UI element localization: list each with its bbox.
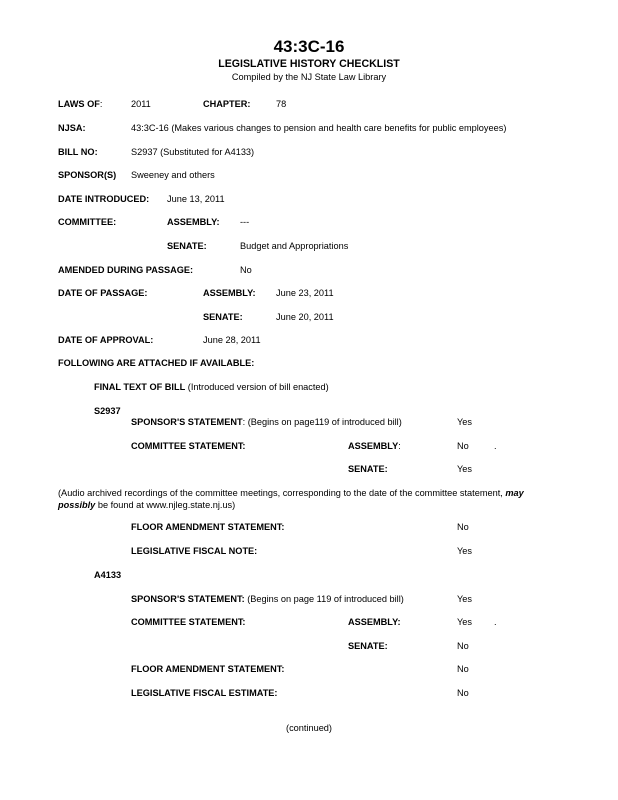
bill-no-value: S2937 (Substituted for A4133) xyxy=(131,147,255,157)
audio-archive-note: (Audio archived recordings of the committee meetings, corresponding to the date of the committee statement, may possibly be found at www.njleg.state.nj.us) xyxy=(58,488,524,510)
date-of-passage-label: DATE OF PASSAGE: xyxy=(58,288,148,298)
passage-senate-label: SENATE: xyxy=(203,312,243,322)
a4133-fiscal-label: LEGISLATIVE FISCAL ESTIMATE: xyxy=(131,688,278,698)
committee-assembly-value: --- xyxy=(240,217,250,227)
attachments-heading: FOLLOWING ARE ATTACHED IF AVAILABLE: xyxy=(58,358,255,368)
a4133-committee-label: COMMITTEE STATEMENT: xyxy=(131,617,246,627)
compiled-by: Compiled by the NJ State Law Library xyxy=(231,72,387,82)
amended-label: AMENDED DURING PASSAGE: xyxy=(58,265,194,275)
committee-senate-label: SENATE: xyxy=(167,241,207,251)
passage-assembly-value: June 23, 2011 xyxy=(276,288,334,298)
laws-of-value: 2011 xyxy=(131,99,151,109)
a4133-senate-label: SENATE: xyxy=(348,641,388,651)
s2937-fiscal-label: LEGISLATIVE FISCAL NOTE: xyxy=(131,546,258,556)
sponsors-value: Sweeney and others xyxy=(131,170,215,180)
amended-value: No xyxy=(240,265,252,275)
date-of-approval-label: DATE OF APPROVAL: xyxy=(58,335,154,345)
final-text-line: FINAL TEXT OF BILL (Introduced version of bill enacted) xyxy=(94,382,329,392)
committee-senate-value: Budget and Appropriations xyxy=(240,241,349,251)
s2937-sponsor-value: Yes xyxy=(457,417,472,427)
laws-of-label: LAWS OF: xyxy=(58,99,103,109)
page-title: 43:3C-16 xyxy=(273,37,345,56)
s2937-senate-value: Yes xyxy=(457,464,472,474)
a4133-floor-value: No xyxy=(457,664,469,674)
date-introduced-label: DATE INTRODUCED: xyxy=(58,194,150,204)
a4133-assembly-value: Yes xyxy=(457,617,472,627)
chapter-label: CHAPTER: xyxy=(203,99,251,109)
a4133-assembly-label: ASSEMBLY: xyxy=(348,617,401,627)
page-subtitle: LEGISLATIVE HISTORY CHECKLIST xyxy=(218,58,400,70)
a4133-floor-label: FLOOR AMENDMENT STATEMENT: xyxy=(131,664,285,674)
s2937-assembly-label: ASSEMBLY: xyxy=(348,441,401,451)
a4133-fiscal-value: No xyxy=(457,688,469,698)
date-introduced-value: June 13, 2011 xyxy=(167,194,225,204)
continued-footer: (continued) xyxy=(286,723,332,733)
a4133-sponsor-statement: SPONSOR'S STATEMENT: (Begins on page 119 of introduced bill) xyxy=(131,594,404,604)
s2937-floor-label: FLOOR AMENDMENT STATEMENT: xyxy=(131,522,285,532)
s2937-senate-label: SENATE: xyxy=(348,464,388,474)
committee-label: COMMITTEE: xyxy=(58,217,117,227)
chapter-value: 78 xyxy=(276,99,287,109)
passage-senate-value: June 20, 2011 xyxy=(276,312,334,322)
a4133-sponsor-value: Yes xyxy=(457,594,472,604)
sponsors-label: SPONSOR(S) xyxy=(58,170,117,180)
s2937-floor-value: No xyxy=(457,522,469,532)
a4133-heading: A4133 xyxy=(94,570,122,580)
s2937-assembly-value: No xyxy=(457,441,469,451)
a4133-senate-value: No xyxy=(457,641,469,651)
s2937-committee-label: COMMITTEE STATEMENT: xyxy=(131,441,246,451)
a4133-assembly-dot: . xyxy=(494,617,497,627)
s2937-fiscal-value: Yes xyxy=(457,546,472,556)
bill-no-label: BILL NO: xyxy=(58,147,98,157)
passage-assembly-label: ASSEMBLY: xyxy=(203,288,256,298)
date-of-approval-value: June 28, 2011 xyxy=(203,335,261,345)
s2937-sponsor-statement: SPONSOR'S STATEMENT: (Begins on page119 of introduced bill) xyxy=(131,417,402,427)
s2937-heading: S2937 xyxy=(94,406,121,416)
committee-assembly-label: ASSEMBLY: xyxy=(167,217,220,227)
njsa-label: NJSA: xyxy=(58,123,86,133)
njsa-value: 43:3C-16 (Makes various changes to pension and health care benefits for public employees) xyxy=(131,123,507,133)
s2937-assembly-dot: . xyxy=(494,441,497,451)
